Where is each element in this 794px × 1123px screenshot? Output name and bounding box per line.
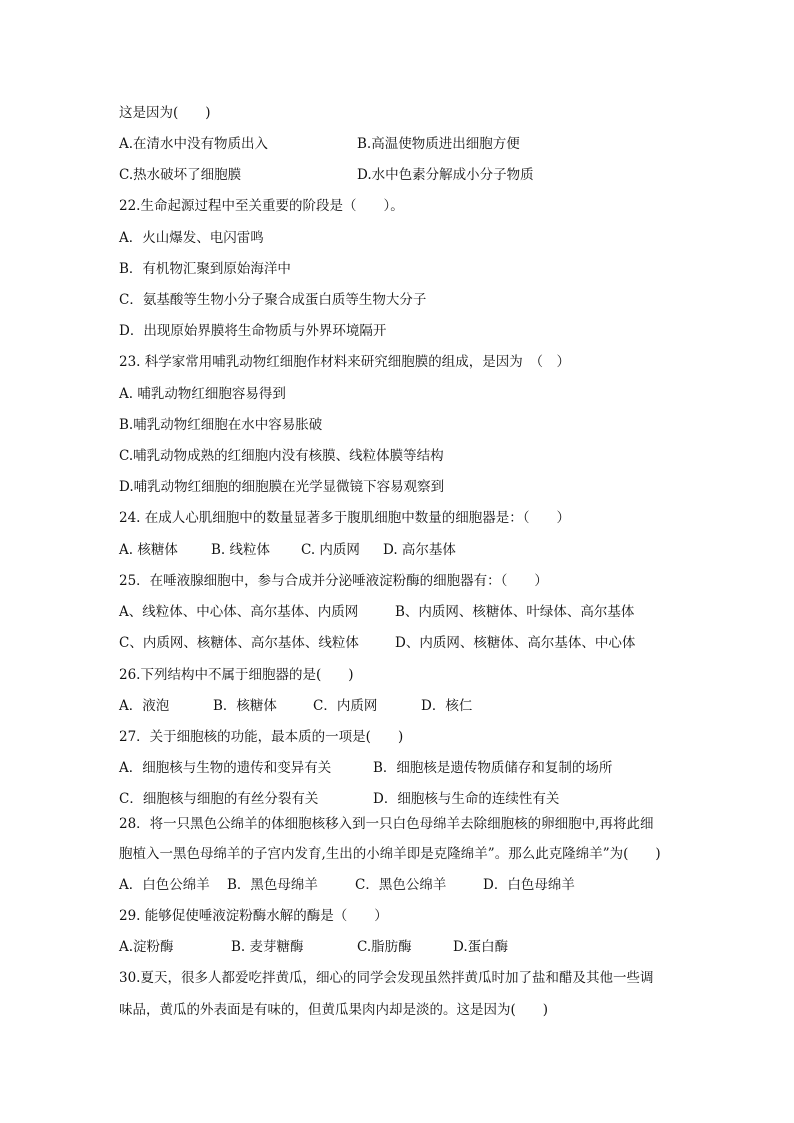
option-d: D．核仁 xyxy=(421,698,473,714)
question-29-options xyxy=(119,938,509,956)
question-30-line-2: 味品，黄瓜的外表面是有味的，但黄瓜果肉内却是淡的。这是因为( ) xyxy=(119,1002,549,1018)
option-a: A．白色公绵羊 xyxy=(119,877,210,893)
option-c: C．内质网 xyxy=(313,698,378,714)
option-c: C.脂肪酶 xyxy=(357,939,412,955)
question-25-options-row-1 xyxy=(119,603,635,621)
option-b: B．细胞核是遗传物质储存和复制的场所 xyxy=(373,760,613,776)
question-23-option-d: D.哺乳动物红细胞的细胞膜在光学显微镜下容易观察到 xyxy=(119,479,445,495)
option-c: C. 内质网 xyxy=(301,542,360,558)
option-a: A、线粒体、中心体、高尔基体、内质网 xyxy=(119,604,359,620)
question-23-option-a: A. 哺乳动物红细胞容易得到 xyxy=(119,386,286,402)
question-26-options xyxy=(119,697,473,715)
question-27-options-row-2 xyxy=(119,790,560,808)
option-b: B、内质网、核糖体、叶绿体、高尔基体 xyxy=(395,604,635,620)
option-a: A.在清水中没有物质出入 xyxy=(119,136,269,152)
question-22-option-c: C．氨基酸等生物小分子聚合成蛋白质等生物大分子 xyxy=(119,292,427,308)
option-d: D. 高尔基体 xyxy=(383,542,456,558)
option-a: A．细胞核与生物的遗传和变异有关 xyxy=(119,760,332,776)
question-23-option-c: C.哺乳动物成熟的红细胞内没有核膜、线粒体膜等结构 xyxy=(119,448,444,464)
option-b: B. 线粒体 xyxy=(211,542,271,558)
question-24-stem: 24. 在成人心肌细胞中的数量显著多于腹肌细胞中数量的细胞器是：（ ） xyxy=(119,510,571,526)
option-b: B. 麦芽糖酶 xyxy=(231,939,304,955)
option-c: C．细胞核与细胞的有丝分裂有关 xyxy=(119,791,319,807)
question-25-options-row-2 xyxy=(119,634,636,652)
question-21-options-row-1 xyxy=(119,135,520,153)
option-b: B．核糖体 xyxy=(213,698,277,714)
question-22-option-a: A．火山爆发、电闪雷鸣 xyxy=(119,230,264,246)
option-b: B.高温使物质进出细胞方便 xyxy=(357,136,520,152)
question-22-option-d: D．出现原始界膜将生命物质与外界环境隔开 xyxy=(119,323,387,339)
question-28-stem-line-1: 28．将一只黑色公绵羊的体细胞核移入到一只白色母绵羊去除细胞核的卵细胞中,再将此细 xyxy=(119,816,654,832)
question-22-stem: 22.生命起源过程中至关重要的阶段是（ ）。 xyxy=(119,198,404,214)
option-c: C.热水破坏了细胞膜 xyxy=(119,167,242,183)
option-b: B．黑色母绵羊 xyxy=(227,877,318,893)
option-a: A. 核糖体 xyxy=(119,542,178,558)
question-25-stem: 25．在唾液腺细胞中，参与合成并分泌唾液淀粉酶的细胞器有：（ ） xyxy=(119,573,548,589)
option-d: D．细胞核与生命的连续性有关 xyxy=(373,791,560,807)
option-c: C．黑色公绵羊 xyxy=(355,877,447,893)
question-26-stem: 26.下列结构中不属于细胞器的是( ) xyxy=(119,667,354,683)
question-23-option-b: B.哺乳动物红细胞在水中容易胀破 xyxy=(119,417,323,433)
option-d: D.蛋白酶 xyxy=(453,939,509,955)
option-d: D、内质网、核糖体、高尔基体、中心体 xyxy=(395,635,636,651)
question-21-options-row-2 xyxy=(119,166,534,184)
question-28-options xyxy=(119,876,575,894)
question-28-stem-line-2: 胞植入一黑色母绵羊的子宫内发育,生出的小绵羊即是克隆绵羊”。那么此克隆绵羊”为( ) xyxy=(119,846,661,862)
option-a: A．液泡 xyxy=(119,698,170,714)
question-27-stem: 27．关于细胞核的功能，最本质的一项是( ) xyxy=(119,729,404,745)
option-d: D．白色母绵羊 xyxy=(483,877,575,893)
option-d: D.水中色素分解成小分子物质 xyxy=(357,167,534,183)
question-21-tail: 这是因为( ) xyxy=(119,105,211,121)
question-27-options-row-1 xyxy=(119,759,613,777)
question-30-line-1: 30.夏天，很多人都爱吃拌黄瓜，细心的同学会发现虽然拌黄瓜时加了盐和醋及其他一些调 xyxy=(119,970,654,986)
question-24-options xyxy=(119,541,456,559)
option-c: C、内质网、核糖体、高尔基体、线粒体 xyxy=(119,635,359,651)
option-a: A.淀粉酶 xyxy=(119,939,174,955)
question-23-stem: 23. 科学家常用哺乳动物红细胞作材料来研究细胞膜的组成，是因为 （ ） xyxy=(119,354,571,370)
question-29-stem: 29. 能够促使唾液淀粉酶水解的酶是（ ） xyxy=(119,908,388,924)
question-22-option-b: B．有机物汇聚到原始海洋中 xyxy=(119,261,291,277)
